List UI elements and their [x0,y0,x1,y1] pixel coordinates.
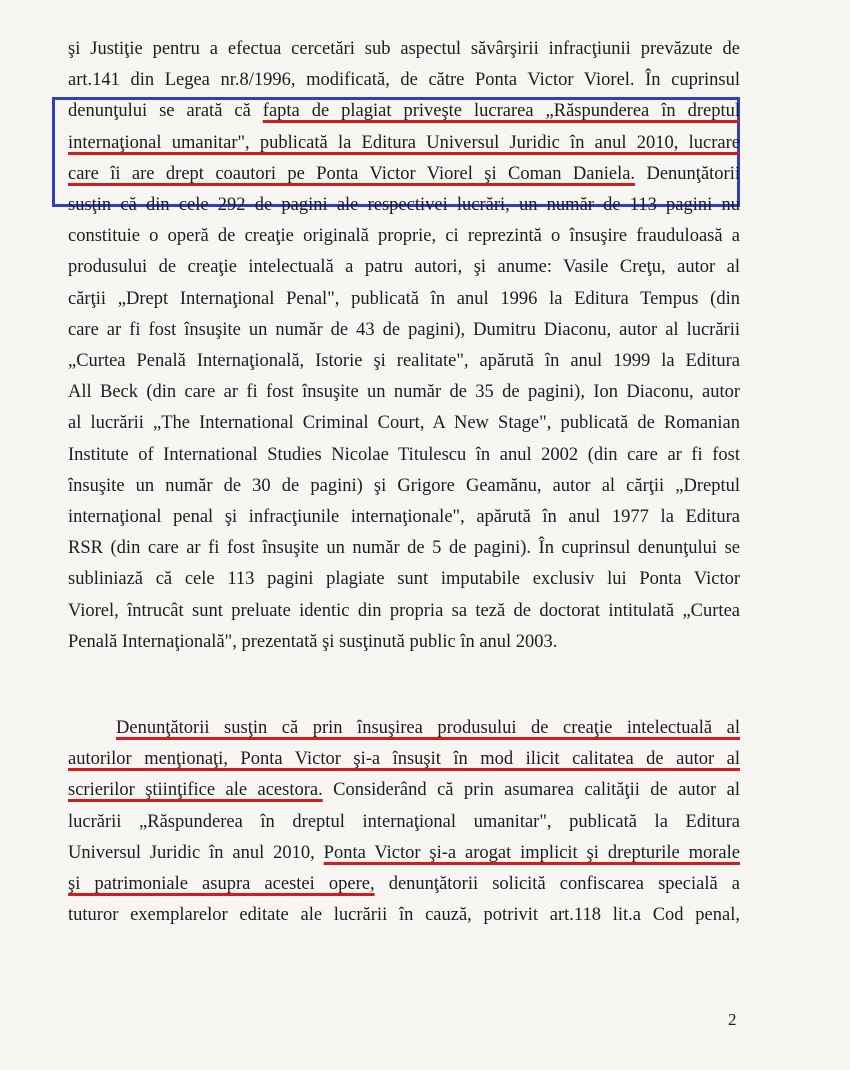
text-line [68,535,740,561]
text-segment: internaţional umanitar", publicată la Editura Universul Juridic în anul 2010, lucrare [68,132,740,153]
text-line [68,98,740,124]
text-segment: denunţului se arată că [68,101,263,122]
text-segment: Penală Internaţională", prezentată şi susţinută public în anul 2003. [68,631,558,652]
text-segment: art.141 din Legea nr.8/1996, modificată, de către Ponta Victor Viorel. În cuprinsul [68,70,740,91]
text-line [68,348,740,374]
text-line [68,629,740,655]
text-segment: Denunţătorii [635,163,740,184]
text-segment: susţin că din cele 292 de pagini ale respectivei lucrări, un număr de 113 pagini nu [68,195,740,215]
text-line [68,161,740,187]
text-line [68,130,740,156]
text-segment: lucrării „Răspunderea în dreptul internaţional umanitar", publicată la Editura [68,811,740,832]
text-segment: RSR (din care ar fi fost însuşite un număr de 5 de pagini). În cuprinsul denunţului se [68,538,740,559]
text-line [68,223,740,249]
text-segment: Institute of International Studies Nicolae Titulescu în anul 2002 (din care ar fi fost [68,444,740,465]
text-segment: scrierilor ştiinţifice ale acestora. [68,780,323,801]
text-line [68,840,740,866]
text-line [68,67,740,93]
text-segment: însuşite un număr de 30 de pagini) şi Grigore Geamănu, autor al cărţii „Dreptul [68,475,740,496]
text-segment: Denunţătorii susţin că prin însuşirea produsului de creaţie intelectuală al [116,718,740,738]
text-line [68,777,740,803]
text-line [68,902,740,928]
text-segment: Ponta Victor şi-a arogat implicit şi drepturile morale [323,842,740,863]
text-line [68,442,740,468]
text-line [68,286,740,312]
text-line [68,36,740,62]
text-segment: produsului de creaţie intelectuală a patru autori, şi anume: Vasile Creţu, autor al [68,257,740,278]
text-line [68,192,740,218]
text-segment: denunţătorii solicită confiscarea specială a [374,874,740,894]
text-line [68,254,740,280]
text-line [68,746,740,772]
text-line [68,871,740,897]
text-segment: „Curtea Penală Internaţională, Istorie şi realitate", apărută în anul 1999 la Editura [68,351,740,371]
text-line [68,504,740,530]
text-segment: cărţii „Drept Internaţional Penal", publicată în anul 1996 la Editura Tempus (din [68,288,740,309]
text-line [68,410,740,436]
text-segment: şi patrimoniale asupra acestei opere, [68,874,375,894]
text-segment: internaţional penal şi infracţiunile internaţionale", apărută în anul 1977 la Editura [68,507,740,527]
text-segment: Viorel, întrucât sunt preluate identic din propria sa teză de doctorat intitulată „Curtea [68,600,740,621]
text-segment: autorilor menţionaţi, Ponta Victor şi-a însuşit în mod ilicit calitatea de autor al [68,749,740,770]
text-line [68,473,740,499]
text-line [68,379,740,405]
text-segment: constituie o operă de creaţie originală proprie, ci reprezintă o însuşire frauduloasă a [68,226,740,247]
text-line [68,598,740,624]
text-segment: şi Justiţie pentru a efectua cercetări sub aspectul săvârşirii infracţiunii prevăzute de [68,39,740,59]
text-line [68,809,740,835]
text-segment: subliniază că cele 113 pagini plagiate sunt imputabile exclusiv lui Ponta Victor [68,569,740,590]
page-number: 2 [728,1010,737,1029]
text-segment: Considerând că prin asumarea calităţii de autor al [322,780,740,801]
text-line [68,317,740,343]
text-segment: tuturor exemplarelor editate ale lucrării în cauză, potrivit art.118 lit.a Cod penal, [68,905,740,926]
text-line [116,715,740,741]
text-segment: Universul Juridic în anul 2010, [68,842,324,863]
text-segment: All Beck (din care ar fi fost însuşite un număr de 35 de pagini), Ion Diaconu, autor [68,382,740,403]
text-segment: fapta de plagiat priveşte lucrarea „Răspunderea în dreptul [262,101,740,122]
text-segment: al lucrării „The International Criminal Court, A New Stage", publicată de Romanian [68,413,740,434]
text-segment: care îi are drept coautori pe Ponta Victor Viorel şi Coman Daniela. [68,163,636,184]
text-line [68,566,740,592]
text-segment: care ar fi fost însuşite un număr de 43 de pagini), Dumitru Diaconu, autor al lucrării [68,319,740,340]
